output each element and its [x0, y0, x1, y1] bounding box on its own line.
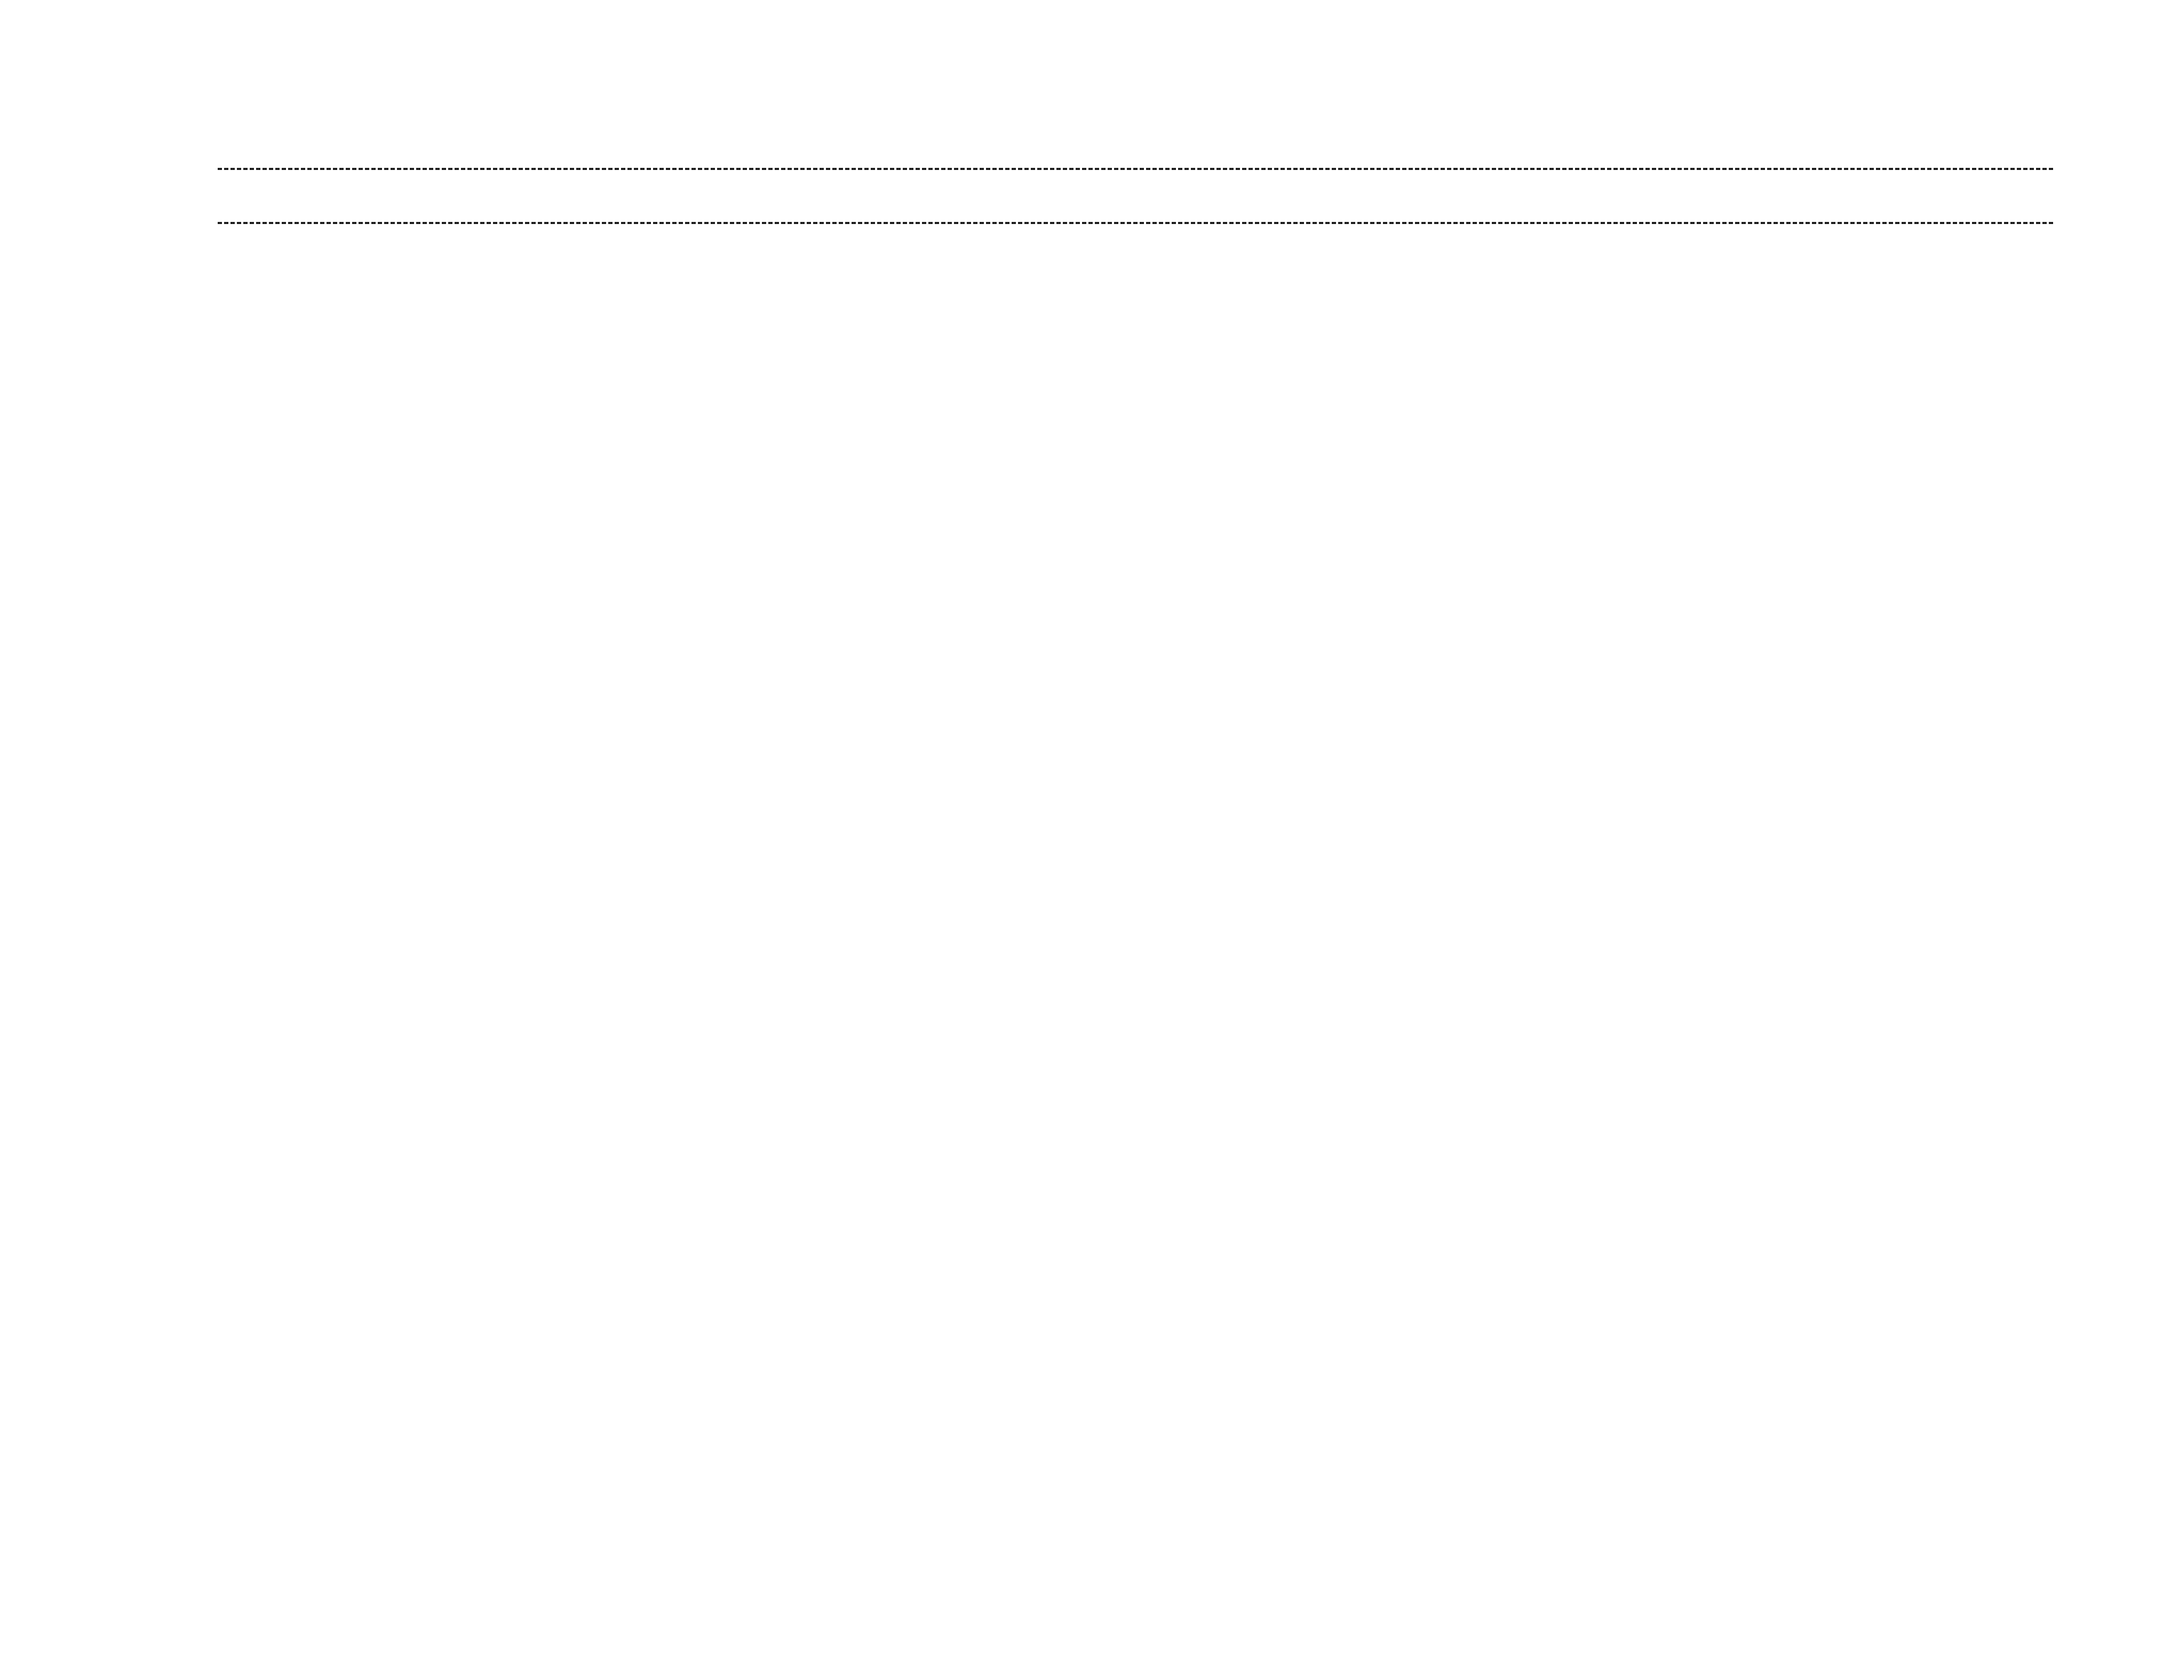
- header-rule-top: [218, 168, 2053, 170]
- header-rule-bottom: [218, 222, 2053, 224]
